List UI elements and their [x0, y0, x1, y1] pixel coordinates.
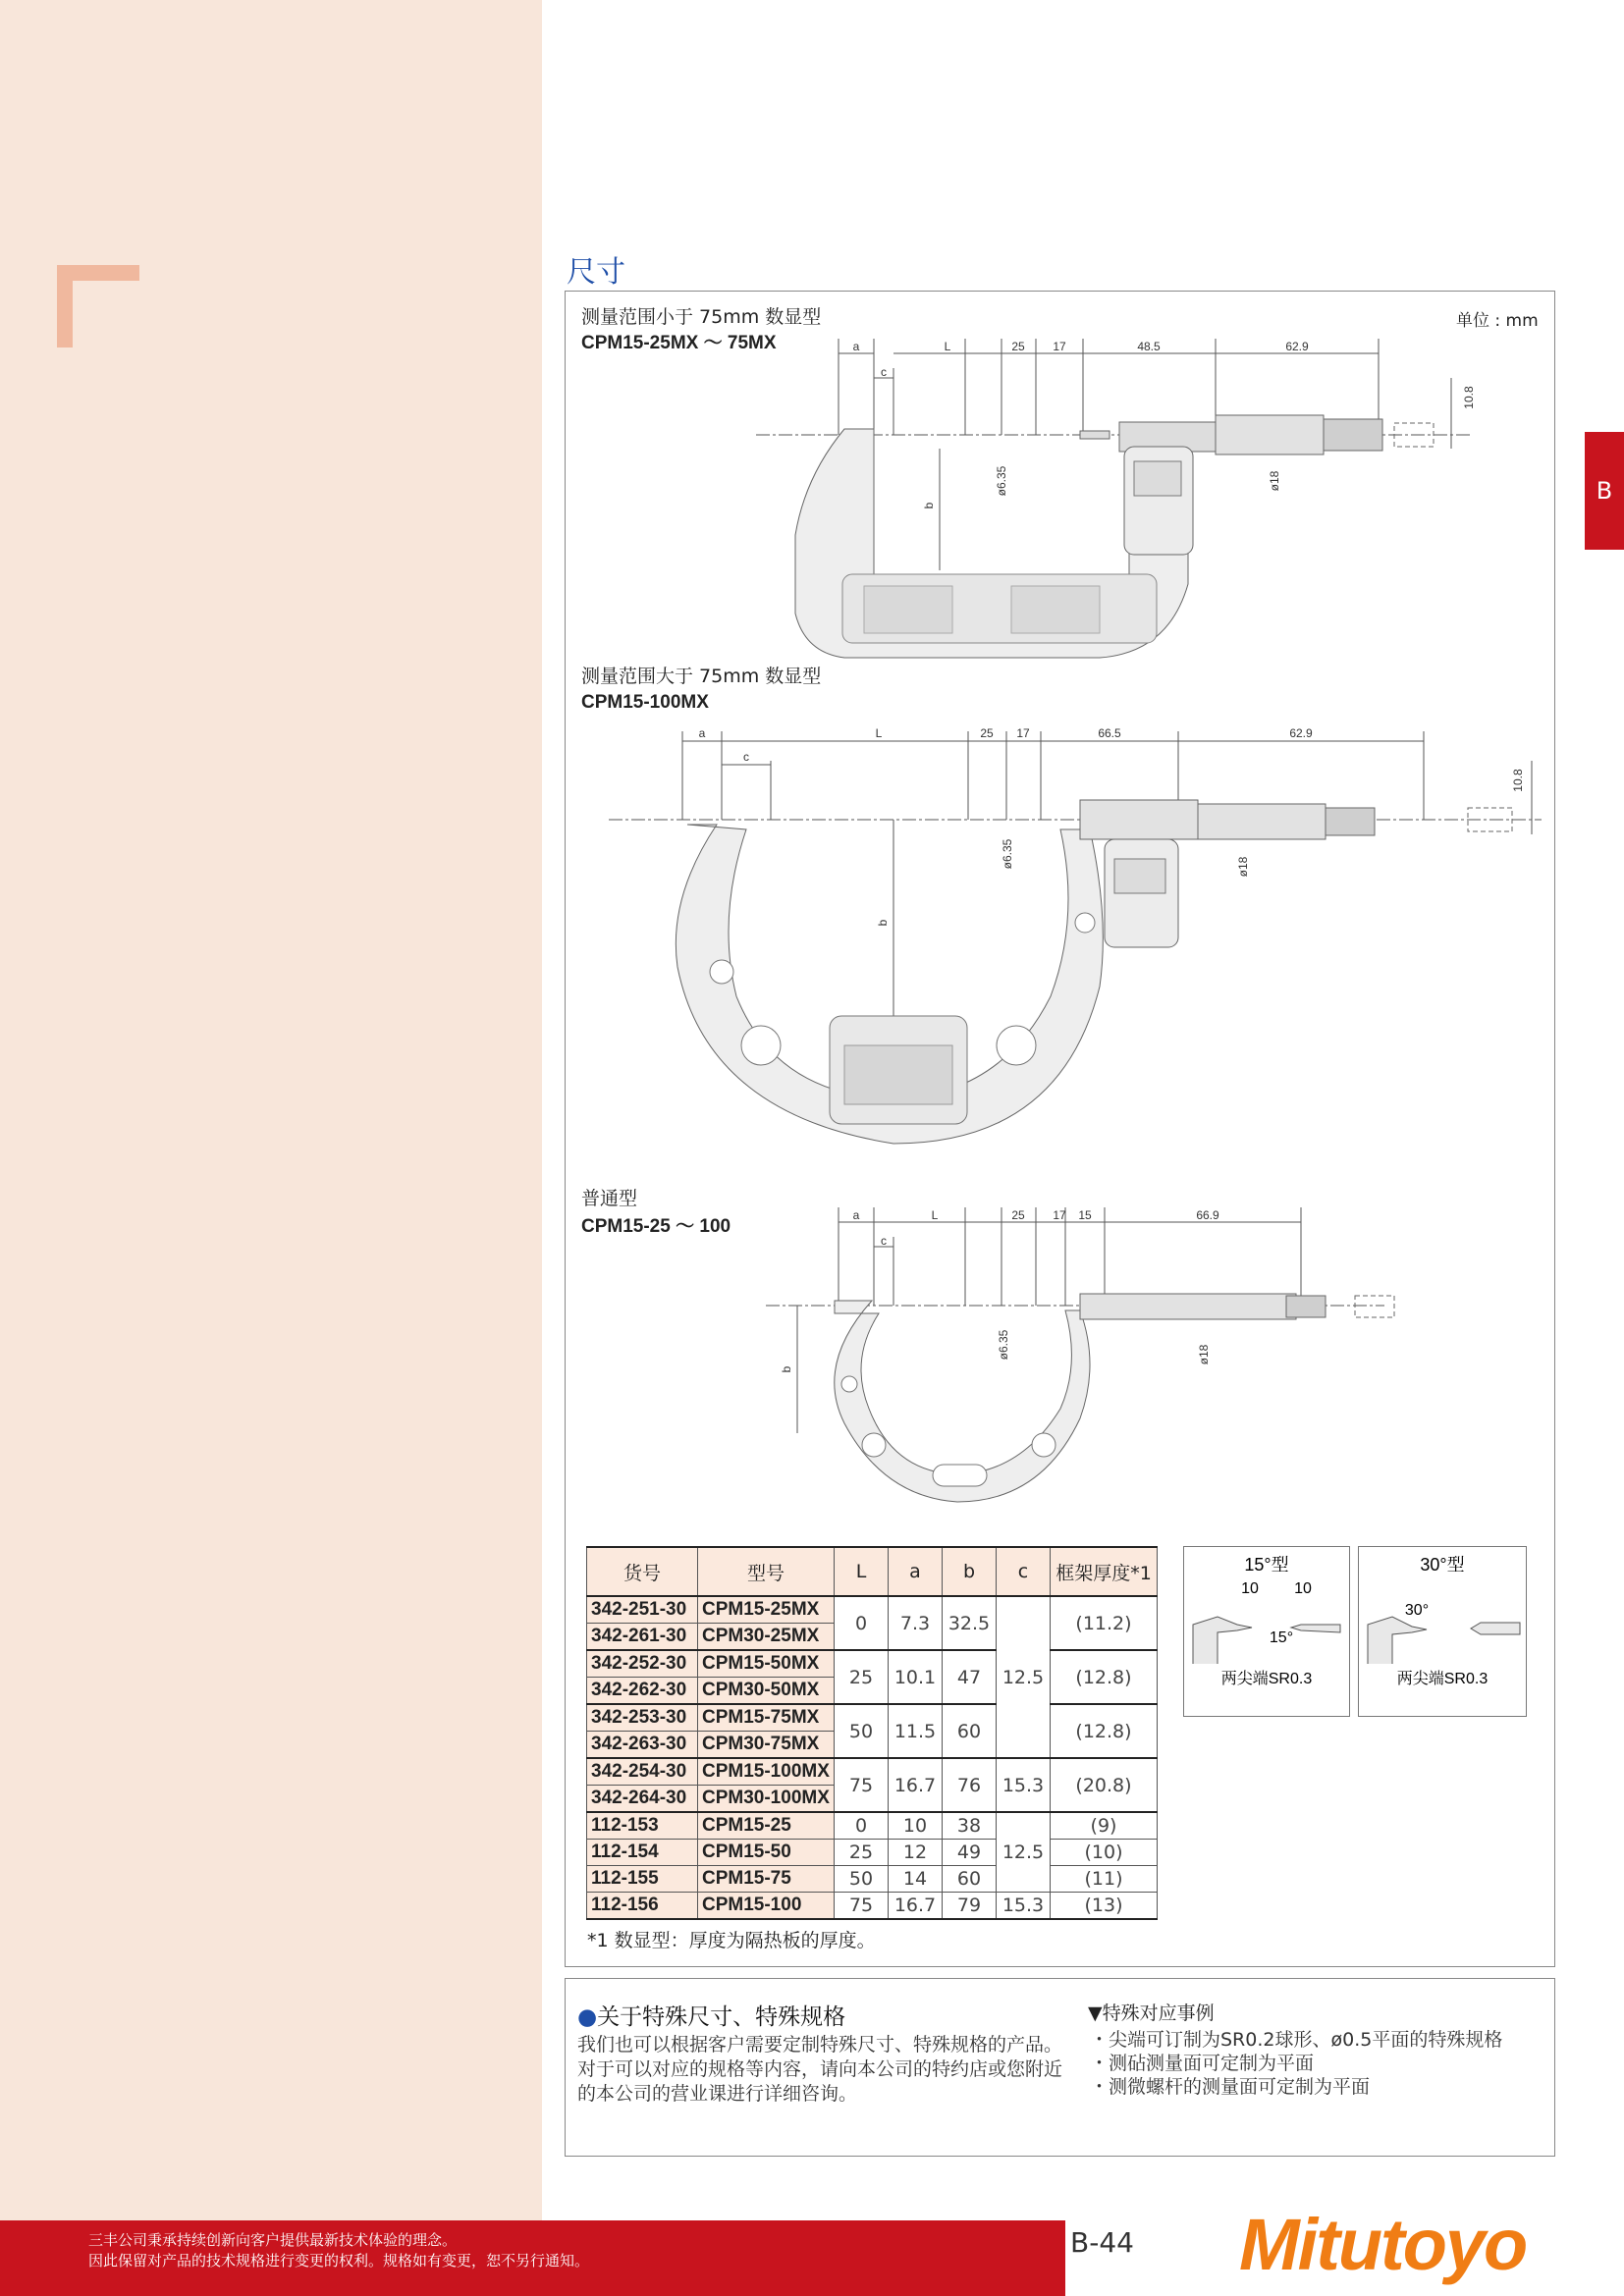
tip-15-note: 两尖端SR0.3 — [1220, 1671, 1313, 1687]
dim-a-3: a — [852, 1208, 860, 1222]
tip-15-diagram — [1183, 1546, 1350, 1718]
table-row: 112-156 CPM15-100 75 16.7 79 15.3 (13) — [587, 1893, 1158, 1920]
th-a: a — [889, 1547, 943, 1596]
tip-30-note: 两尖端SR0.3 — [1396, 1671, 1489, 1687]
special-cases-title: ▼特殊对应事例 — [1088, 2002, 1215, 2024]
dim-L-1: L — [944, 340, 951, 353]
list-item: ・测微螺杆的测量面可定制为平面 — [1090, 2076, 1371, 2098]
dim-c-1: c — [881, 365, 887, 379]
dim-48-1: 48.5 — [1137, 340, 1161, 353]
th-model: 型号 — [698, 1547, 835, 1596]
unit-label: 单位 : mm — [1456, 311, 1539, 331]
dim-a-2: a — [698, 726, 706, 740]
dim-62-2: 62.9 — [1289, 726, 1313, 740]
table-row: 342-253-30 CPM15-75MX 50 11.5 60 (12.8) — [587, 1704, 1158, 1732]
drawing-1-title: 测量范围小于 75mm 数显型 — [581, 306, 822, 328]
dim-b-2: b — [876, 919, 890, 927]
dim-15-3: 15 — [1078, 1208, 1092, 1222]
table-row: 342-254-30 CPM15-100MX 75 16.7 76 15.3 (20.8) — [587, 1758, 1158, 1786]
dim-108-2: 10.8 — [1511, 769, 1525, 792]
table-row: 342-252-30 CPM15-50MX 25 10.1 47 (12.8) — [587, 1650, 1158, 1678]
dim-25-1: 25 — [1011, 340, 1025, 353]
table-row: 342-264-30 CPM30-100MX — [587, 1786, 1158, 1813]
tip-30-diagram — [1358, 1546, 1527, 1718]
tip-30-angle: 30° — [1404, 1602, 1430, 1619]
th-c: c — [997, 1547, 1051, 1596]
info-body: 我们也可以根据客户需要定制特殊尺寸、特殊规格的产品。对于可以对应的规格等内容，请向本公司的特约店或您附近的本公司的营业课进行详细咨询。 — [577, 2034, 1063, 2105]
tip-30-title: 30°型 — [1420, 1555, 1465, 1575]
table-row: 112-154 CPM15-50 25 12 49 (10) — [587, 1840, 1158, 1866]
dim-L-2: L — [875, 726, 883, 740]
dim-25-2: 25 — [980, 726, 994, 740]
list-item: ・尖端可订制为SR0.2球形、ø0.5平面的特殊规格 — [1090, 2029, 1503, 2051]
table-header-row — [587, 1547, 1158, 1596]
dim-c-2: c — [743, 750, 749, 764]
dim-62-1: 62.9 — [1285, 340, 1309, 353]
section-tab[interactable]: B — [1585, 432, 1624, 550]
dim-a-1: a — [852, 340, 860, 353]
dim-635-3: ø6.35 — [997, 1329, 1010, 1361]
table-row: 342-251-30 CPM15-25MX 0 7.3 32.5 12.5 (11.2) — [587, 1596, 1158, 1624]
list-item: ・测砧测量面可定制为平面 — [1090, 2053, 1315, 2074]
th-thickness: 框架厚度*1 — [1051, 1547, 1158, 1596]
dim-108-1: 10.8 — [1462, 386, 1476, 409]
table-row: 342-262-30 CPM30-50MX — [587, 1678, 1158, 1705]
dim-66-2: 66.5 — [1098, 726, 1121, 740]
tip-15-dim-2: 10 — [1294, 1580, 1312, 1597]
dim-18-2: ø18 — [1236, 856, 1250, 878]
drawing-3-micrometer — [780, 1207, 1414, 1522]
footer-disclaimer: 三丰公司秉承持续创新向客户提供最新技术体验的理念。 因此保留对产品的技术规格进行变更的权利。规格如有变更，恕不另行通知。 — [88, 2231, 590, 2269]
dim-c-3: c — [881, 1234, 887, 1248]
table-row: 342-261-30 CPM30-25MX — [587, 1624, 1158, 1651]
table-row: 112-153 CPM15-25 0 10 38 12.5 (9) — [587, 1812, 1158, 1840]
tip-15-angle: 15° — [1269, 1629, 1294, 1646]
drawing-3-title: 普通型 — [581, 1188, 638, 1209]
dim-18-1: ø18 — [1268, 470, 1281, 492]
table-footnote: *1 数显型：厚度为隔热板的厚度。 — [587, 1930, 876, 1951]
th-L: L — [835, 1547, 889, 1596]
drawing-3-model: CPM15-25 ～ 100 — [581, 1216, 731, 1237]
special-cases-list — [1090, 2028, 1502, 2099]
corner-mark-icon — [57, 265, 139, 347]
dim-18-3: ø18 — [1197, 1344, 1211, 1365]
dim-17-1: 17 — [1053, 340, 1066, 353]
dim-66-3: 66.9 — [1196, 1208, 1219, 1222]
drawing-2-model: CPM15-100MX — [581, 692, 709, 713]
dim-25-3: 25 — [1011, 1208, 1025, 1222]
spec-table — [586, 1546, 1158, 1920]
dim-635-2: ø6.35 — [1001, 838, 1014, 870]
drawing-2-title: 测量范围大于 75mm 数显型 — [581, 666, 822, 687]
table-row: 112-155 CPM15-75 50 14 60 (11) — [587, 1866, 1158, 1893]
tip-15-dim-1: 10 — [1241, 1580, 1259, 1597]
dim-17-3: 17 — [1053, 1208, 1066, 1222]
info-bullet-icon: ● — [577, 2004, 598, 2030]
drawing-1-model: CPM15-25MX ～ 75MX — [581, 333, 777, 353]
dim-635-1: ø6.35 — [995, 465, 1008, 497]
table-row: 342-263-30 CPM30-75MX — [587, 1732, 1158, 1759]
dim-b-1: b — [922, 502, 936, 509]
drawing-2-micrometer — [648, 721, 1561, 1153]
mitutoyo-logo: Mitutoyo — [1239, 2204, 1527, 2285]
page-number: B-44 — [1070, 2226, 1134, 2259]
section-title: 尺寸 — [567, 255, 625, 290]
dim-L-3: L — [931, 1208, 939, 1222]
tip-15-title: 15°型 — [1244, 1555, 1289, 1575]
th-code: 货号 — [587, 1547, 698, 1596]
dim-17-2: 17 — [1016, 726, 1030, 740]
drawing-1-micrometer — [785, 339, 1512, 663]
dim-b-3: b — [780, 1365, 793, 1373]
th-b: b — [943, 1547, 997, 1596]
info-title: ●关于特殊尺寸、特殊规格 — [577, 2004, 846, 2030]
